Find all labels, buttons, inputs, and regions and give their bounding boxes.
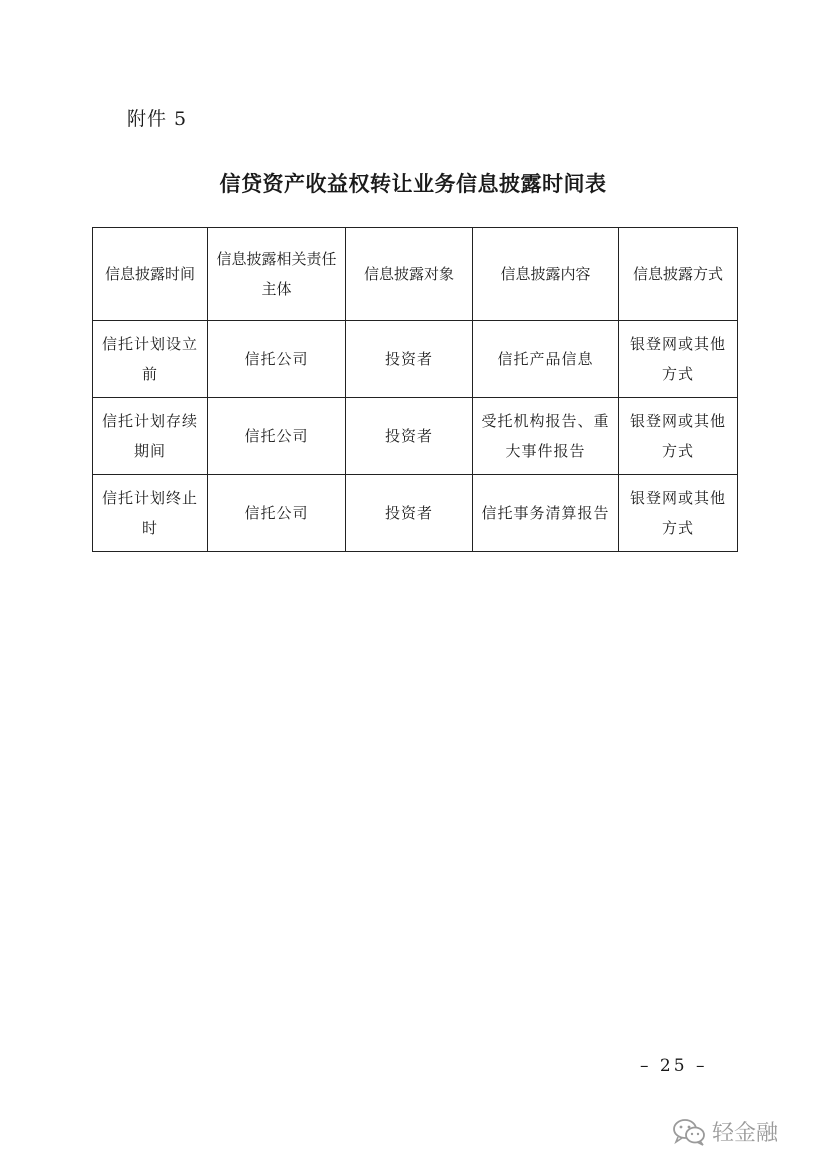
cell-time: 信托计划设立前 — [93, 321, 208, 398]
document-title: 信贷资产收益权转让业务信息披露时间表 — [219, 172, 607, 196]
table-row — [93, 321, 738, 398]
header-responsible-party: 信息披露相关责任主体 — [208, 228, 346, 321]
page-number: – 25 – — [640, 1056, 708, 1076]
cell-party: 信托公司 — [208, 475, 346, 552]
table-row — [93, 398, 738, 475]
disclosure-schedule-table — [92, 227, 738, 552]
cell-target: 投资者 — [346, 475, 473, 552]
cell-method: 银登网或其他方式 — [619, 475, 738, 552]
cell-target: 投资者 — [346, 321, 473, 398]
header-disclosure-target: 信息披露对象 — [346, 228, 473, 321]
cell-target: 投资者 — [346, 398, 473, 475]
header-disclosure-content: 信息披露内容 — [473, 228, 619, 321]
cell-party: 信托公司 — [208, 321, 346, 398]
cell-content: 信托产品信息 — [473, 321, 619, 398]
cell-content: 信托事务清算报告 — [473, 475, 619, 552]
attachment-label: 附件 5 — [127, 108, 188, 130]
watermark — [672, 1116, 778, 1147]
table-row — [93, 475, 738, 552]
cell-method: 银登网或其他方式 — [619, 398, 738, 475]
cell-content: 受托机构报告、重大事件报告 — [473, 398, 619, 475]
header-disclosure-method: 信息披露方式 — [619, 228, 738, 321]
cell-party: 信托公司 — [208, 398, 346, 475]
watermark-text: 轻金融 — [712, 1121, 779, 1146]
cell-time: 信托计划终止时 — [93, 475, 208, 552]
header-disclosure-time: 信息披露时间 — [93, 228, 208, 321]
cell-method: 银登网或其他方式 — [619, 321, 738, 398]
cell-time: 信托计划存续期间 — [93, 398, 208, 475]
table-header-row — [93, 228, 738, 321]
wechat-icon — [672, 1118, 706, 1146]
